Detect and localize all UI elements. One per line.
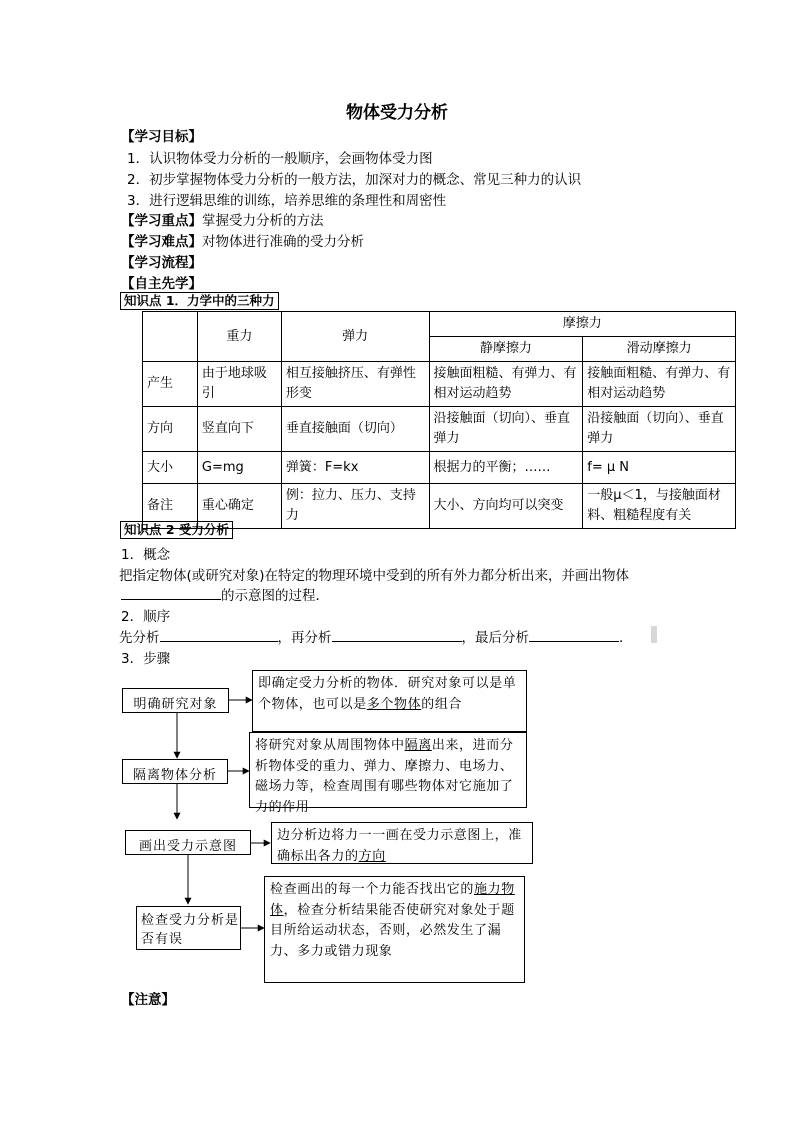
goal-item-2: 2．初步掌握物体受力分析的一般方法，加深对力的概念、常见三种力的认识 [127, 172, 582, 188]
step-detail-text: 即确定受力分析的物体．研究对象可以是单个物体，也可以是 [258, 676, 517, 712]
cell-sliding: f= μ N [583, 452, 736, 484]
difficulty-label: 【学习难点】 [121, 234, 202, 250]
order-last-label: ，最后分析 [461, 630, 529, 646]
step-detail-underlined: 施力物体 [270, 882, 515, 918]
key-point-text: 掌握受力分析的方法 [202, 213, 324, 229]
goals-heading: 【学习目标】 [121, 129, 202, 145]
order-then-label: ，再分析 [277, 630, 332, 646]
steps-heading: 3．步骤 [121, 651, 171, 667]
page-title: 物体受力分析 [346, 103, 448, 123]
step-box-draw-diagram: 画出受力示意图 [125, 830, 251, 855]
concept-heading: 1．概念 [121, 547, 171, 563]
step-detail-text: 检查画出的每一个力能否找出它的 [270, 882, 475, 897]
cell-sliding: 沿接触面（切向）、垂直弹力 [583, 407, 736, 452]
row-label: 大小 [143, 452, 198, 484]
step-detail-underlined: 隔离 [404, 738, 432, 753]
order-end: ． [619, 630, 633, 646]
cell-static: 接触面粗糙、有弹力、有相对运动趋势 [429, 362, 583, 407]
cell-sliding: 接触面粗糙、有弹力、有相对运动趋势 [583, 362, 736, 407]
step-detail-text-tail: ，检查分析结果能否使研究对象处于题目所给运动状态，否则，必然发生了漏力、多力或错力现象 [270, 902, 515, 959]
step-detail-text: 将研究对象从周围物体中 [255, 738, 405, 753]
difficulty-text: 对物体进行准确的受力分析 [202, 234, 364, 250]
cell-elastic: 相互接触挤压、有弹性形变 [281, 362, 429, 407]
cell-elastic: 弹簧：F=kx [281, 452, 429, 484]
concept-line-1: 把指定物体(或研究对象)在特定的物理环境中受到的所有外力都分析出来，并画出物体 [119, 568, 630, 584]
header-sliding-friction: 滑动摩擦力 [583, 337, 736, 362]
step-detail-check-analysis [264, 876, 525, 983]
step-detail-draw-diagram [271, 822, 533, 864]
cell-static: 根据力的平衡；…… [429, 452, 583, 484]
row-label: 方向 [143, 407, 198, 452]
goal-item-1: 1．认识物体受力分析的一般顺序，会画物体受力图 [127, 151, 433, 167]
cell-elastic: 垂直接触面（切向） [281, 407, 429, 452]
step-detail-underlined: 方向 [358, 848, 386, 864]
step-box-isolate-object: 隔离物体分析 [122, 759, 228, 784]
concept-line-2-tail: 的示意图的过程． [221, 588, 329, 604]
step-detail-underlined: 多个物体 [366, 696, 422, 712]
cell-gravity: G=mg [197, 452, 281, 484]
key-point-label: 【学习重点】 [121, 213, 202, 229]
header-friction: 摩擦力 [429, 312, 735, 337]
step-detail-identify-object [252, 670, 527, 732]
order-first-label: 先分析 [119, 630, 160, 646]
knowledge-point-2-label: 知识点 2 受力分析 [120, 521, 233, 539]
order-heading: 2．顺序 [121, 609, 171, 625]
cell-gravity: 由于地球吸引 [197, 362, 281, 407]
step-box-check-analysis: 检查受力分析是否有误 [136, 906, 241, 950]
step-detail-text: 边分析边将力一一画在受力示意图上，准确标出各力的 [277, 828, 522, 864]
self-study-heading: 【自主先学】 [121, 276, 202, 292]
step-detail-text-tail: 出来，进而分析物体受的重力、弹力、摩擦力、电场力、磁场力等，检查周围有哪些物体对它施加了力的作用 [255, 738, 514, 815]
step-detail-isolate-object [249, 732, 527, 815]
cell-static: 大小、方向均可以突变 [429, 484, 583, 529]
note-heading: 【注意】 [121, 992, 175, 1008]
step-detail-text-tail: 的组合 [421, 696, 463, 712]
step-box-identify-object: 明确研究对象 [122, 688, 229, 713]
goal-item-3: 3．进行逻辑思维的训练，培养思维的条理性和周密性 [127, 193, 447, 209]
row-label: 备注 [143, 484, 198, 529]
cell-static: 沿接触面（切向）、垂直弹力 [429, 407, 583, 452]
process-heading: 【学习流程】 [121, 255, 202, 271]
knowledge-point-1-label: 知识点 1．力学中的三种力 [120, 292, 279, 310]
cell-gravity: 重心确定 [197, 484, 281, 529]
row-label: 产生 [143, 362, 198, 407]
cell-gravity: 竖直向下 [197, 407, 281, 452]
header-elastic: 弹力 [281, 312, 429, 362]
cell-sliding: 一般μ＜1，与接触面材料、粗糙程度有关 [583, 484, 736, 529]
header-static-friction: 静摩擦力 [429, 337, 583, 362]
cell-elastic: 例：拉力、压力、支持力 [281, 484, 429, 529]
header-gravity: 重力 [197, 312, 281, 362]
